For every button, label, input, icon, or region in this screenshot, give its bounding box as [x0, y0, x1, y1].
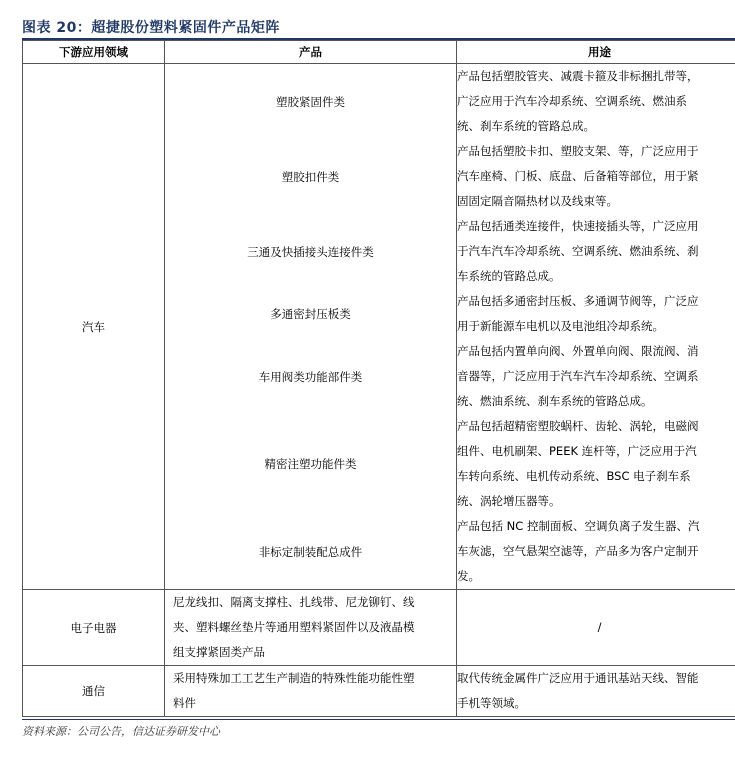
telecom-row: [23, 666, 735, 717]
domain-auto: 汽车: [23, 64, 165, 590]
product-item: 非标定制装配总成件: [258, 544, 363, 559]
auto-row: [23, 64, 735, 590]
source-note: 资料来源：公司公告，信达证券研发中心: [22, 725, 220, 738]
telecom-usage: [457, 666, 735, 717]
product-item: 塑胶扣件类: [281, 169, 340, 184]
electronics-usage: /: [457, 590, 735, 666]
header-domain: 下游应用领域: [23, 41, 165, 64]
product-matrix-table: [22, 40, 735, 717]
usage-item: 产品包括 NC 控制面板、空调负离子发生器、汽 车灰滤，空气悬架空滤等，产品多为客户定制开 发。: [457, 519, 700, 583]
usage-item: 产品包括通类连接件，快速接插头等，广泛应用 于汽车汽车冷却系统、空调系统、燃油系统、刹 车系统的管路总成。: [457, 219, 699, 283]
header-usage: 用途: [457, 41, 735, 64]
product-item: 塑胶紧固件类: [276, 94, 345, 109]
usage-item: 产品包括塑胶卡扣、塑胶支架、等，广泛应用于 汽车座椅、门板、底盘、后备箱等部位，用于紧 固固定隔音隔热材以及线束等。: [457, 144, 699, 208]
domain-electronics: 电子电器: [23, 590, 165, 666]
header-product: 产品: [165, 41, 457, 64]
product-item: 多通密封压板类: [270, 307, 351, 321]
product-item: 三通及快插接头连接件类: [247, 244, 374, 259]
usage-item: 产品包括塑胶管夹、减震卡箍及非标捆扎带等， 广泛应用于汽车冷却系统、空调系统、燃油系 统、刹车系统的管路总成。: [457, 69, 699, 133]
product-item: 车用阀类功能部件类: [258, 369, 363, 384]
electronics-product-text: 尼龙线扣、隔离支撑柱、扎线带、尼龙铆钉、线 夹、塑料螺丝垫片等通用塑料紧固件以及液晶模 组支撑紧固类产品: [173, 595, 415, 659]
product-item: 精密注塑功能件类: [264, 457, 357, 471]
auto-usage-cell: [457, 64, 735, 590]
electronics-row: [23, 590, 735, 666]
usage-item: 产品包括多通密封压板、多通调节阀等，广泛应 用于新能源车电机以及电池组冷却系统。: [457, 294, 699, 333]
figure-title: 图表 20：超捷股份塑料紧固件产品矩阵: [22, 20, 280, 36]
domain-telecom: 通信: [23, 666, 165, 717]
telecom-usage-text: 取代传统金属件广泛应用于通讯基站天线、智能 手机等领域。: [457, 671, 699, 710]
electronics-product: [165, 590, 457, 666]
telecom-product-text: 采用特殊加工工艺生产制造的特殊性能功能性塑 料件: [173, 671, 415, 710]
telecom-product: [165, 666, 457, 717]
auto-product-cell: [165, 64, 457, 590]
header-row: [23, 41, 735, 64]
usage-item: 产品包括内置单向阀、外置单向阀、限流阀、消 音器等，广泛应用于汽车汽车冷却系统、空调系 统、燃油系统、刹车系统的管路总成。: [457, 344, 699, 408]
bottom-rule: [22, 719, 735, 720]
usage-item: 产品包括超精密塑胶蜗杆、齿轮、涡轮，电磁阀 组件、电机刷架、PEEK 连杆等，广泛应用于汽 车转向系统、电机传动系统、BSC 电子刹车系 统、涡轮增压器等。: [457, 419, 699, 508]
